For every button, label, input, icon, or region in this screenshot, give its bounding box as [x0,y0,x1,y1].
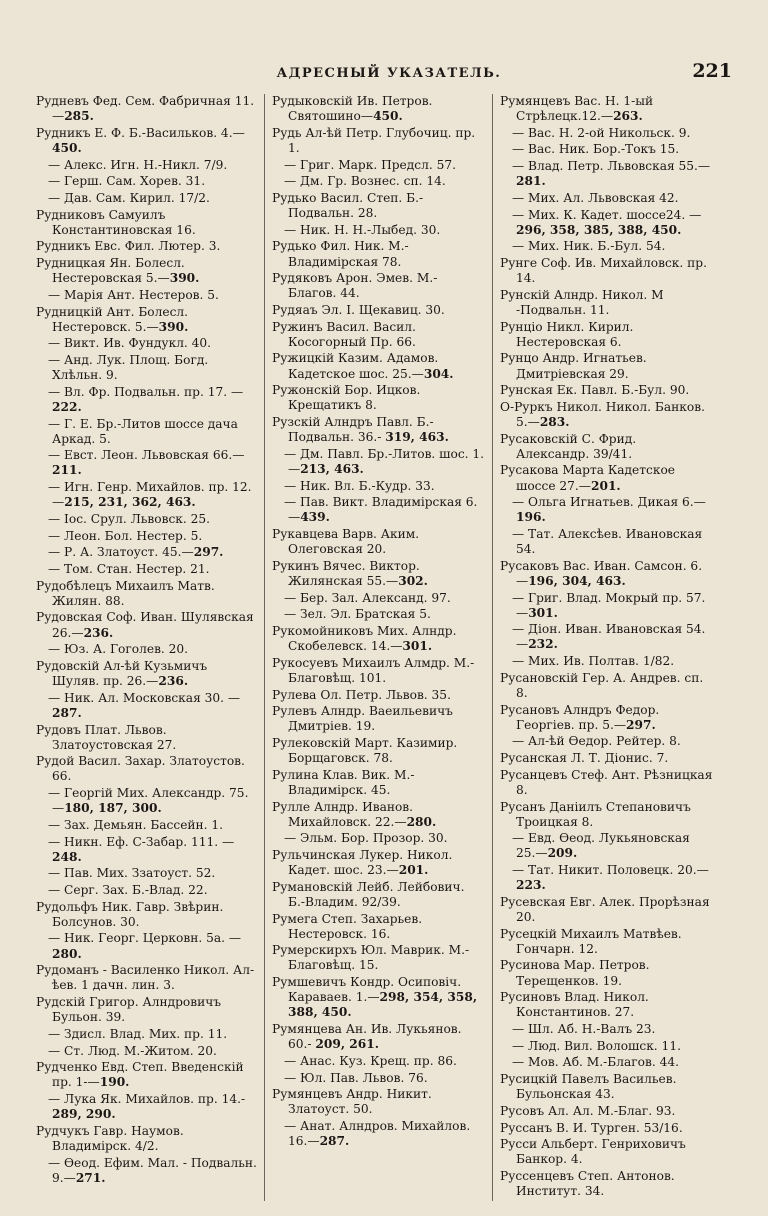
entry-text: Ружинъ Васил. Васил. Косогорный Пр. 66. [272,319,416,349]
directory-entry [500,703,713,733]
entry-reference-numbers: 248. [52,849,82,864]
sub-entry [36,818,257,833]
entry-reference-numbers: 209. [547,846,578,861]
sub-entry [500,863,713,893]
entry-text: Русецкій Михаилъ Матвѣев. Гончарн. 12. [500,926,682,956]
entry-text: Рулле Алндр. Иванов. Михайловск. 22.— [272,799,414,829]
entry-text: Рунцо Андр. Игнатьев. Дмитріевская 29. [500,351,647,381]
entry-text: Русановскій Гер. А. Андрев. сп. 8. [500,670,704,700]
entry-text: — Вл. Фр. Подвальн. пр. 17. — [48,384,244,399]
directory-entry [500,383,713,398]
entry-text: Руссенцевъ Степ. Антонов. Институт. 34. [500,1169,675,1199]
directory-entry [500,768,713,798]
entry-text: Румянцевъ Андр. Никит. Златоуст. 50. [272,1087,432,1117]
entry-text: — Вас. Ник. Бор.-Токъ 15. [512,142,680,157]
sub-entry [500,527,713,557]
entry-text: Русанцевъ Стеф. Ант. Рѣзницкая 8. [500,767,713,797]
entry-text: Румановскій Лейб. Лейбович. Б.-Владим. 92/39. [272,879,465,909]
entry-reference-numbers: 236. [83,625,114,640]
entry-reference-numbers: 285. [64,109,94,124]
entry-reference-numbers: 196, 304, 463. [528,573,626,588]
directory-entry [36,723,257,753]
entry-text: — Г. Е. Бр.-Литов шоссе дача Аркад. 5. [48,416,238,446]
directory-entry [272,688,485,703]
entry-text: Рулева Ол. Петр. Львов. 35. [272,687,451,702]
directory-entry [272,736,485,766]
sub-entry [36,642,257,657]
directory-entry [500,990,713,1020]
entry-text: — Здисл. Влад. Мих. пр. 11. [48,1026,228,1041]
entry-text: — Мих. К. Кадет. шоссе24. — [512,207,702,222]
entry-text: — Ст. Люд. М.-Житом. 20. [48,1043,217,1058]
entry-text: — Вас. Н. 2-ой Никольск. 9. [512,125,691,140]
sub-entry [36,417,257,447]
entry-text: — Ник. Ал. Московская 30. — [48,690,241,705]
entry-reference-numbers: 213, 463. [300,461,364,476]
sub-entry [272,495,485,525]
entry-text: Рудневъ Фед. Сем. Фабричная 11.— [36,94,255,124]
entry-reference-numbers: 289, 290. [52,1107,116,1122]
entry-text: Русицкій Павелъ Васильев. Бульонская 43. [500,1072,677,1102]
entry-text: — Люд. Вил. Волошск. 11. [512,1038,681,1053]
entry-text: Рудь Ал-ѣй Петр. Глубочиц. пр. 1. [272,125,476,155]
directory-entry [500,94,713,124]
directory-entry [500,1104,713,1119]
directory-entry [500,1072,713,1102]
directory-entry [272,880,485,910]
sub-entry [36,883,257,898]
entry-reference-numbers: 297. [193,545,224,560]
sub-entry [36,545,257,560]
entry-text: Русаковскій С. Фрид. Александр. 39/41. [500,431,637,461]
entry-text: Рудовскій Ал-ѣй Кузьмичъ Шуляв. пр. 26.— [36,658,208,689]
directory-entry [36,579,257,609]
entry-reference-numbers: 319, 463. [385,430,449,445]
directory-entry [272,559,485,589]
entry-reference-numbers: 283. [539,415,570,429]
entry-text: Рудько Васил. Степ. Б.-Подвальн. 28. [272,190,424,221]
column-2 [264,94,492,1201]
sub-entry [36,353,257,383]
entry-text: Рудницкій Ант. Болесл. Нестеровск. 5.— [36,304,189,334]
sub-entry [272,223,485,238]
sub-entry [500,654,713,669]
directory-entry [36,1124,257,1154]
entry-reference-numbers: 301. [528,605,558,620]
sub-entry [500,622,713,652]
entry-reference-numbers: 301. [402,639,433,654]
entry-reference-numbers: 209, 261. [315,1037,379,1052]
directory-entry [500,463,713,493]
entry-text: — Діон. Иван. Ивановская 54.— [512,622,706,652]
entry-reference-numbers: 271. [75,1170,106,1185]
entry-text: — Анд. Лук. Площ. Богд. Хлѣльн. 9. [48,353,209,383]
entry-text: Рудоманъ - Василенко Никол. Ал-ѣев. 1 дачн. лин. 3. [36,963,255,993]
directory-entry [272,768,485,798]
directory-entry [36,900,257,930]
sub-entry [500,734,713,749]
sub-entry [36,1044,257,1059]
entry-reference-numbers: 297. [626,717,656,732]
entry-reference-numbers: 280. [406,814,437,829]
sub-entry [36,529,257,544]
directory-entry [500,927,713,957]
directory-entry [272,848,485,878]
sub-entry [500,208,713,238]
entry-text: — Никн. Еф. С-Забар. 111. — [48,834,235,849]
entry-text: Румерскирхъ Юл. Маврик. М.-Благовѣщ. 15. [272,943,470,973]
entry-reference-numbers: 287. [319,1134,350,1149]
sub-entry [36,1156,257,1186]
directory-entry [500,559,713,589]
entry-reference-numbers: 390. [158,319,189,334]
sub-entry [36,691,257,721]
entry-text: Русевская Евг. Алек. Прорѣзная 20. [500,894,710,924]
entry-text: Рулина Клав. Вик. М.-Владимірск. 45. [272,767,415,797]
entry-reference-numbers: 296, 358, 385, 388, 450. [516,222,682,237]
sub-entry [36,866,257,881]
directory-entry [500,432,713,462]
directory-entry [272,271,485,301]
entry-reference-numbers: 304. [423,366,454,381]
sub-entry [36,174,257,189]
entry-text: — Ник. Георг. Церковн. 5а. — [48,931,242,946]
directory-entry [500,1121,713,1136]
sub-entry [500,126,713,141]
entry-reference-numbers: 302. [398,573,428,588]
directory-entry [500,400,713,430]
entry-reference-numbers: 236. [158,674,189,689]
directory-entry [36,126,257,156]
directory-entry [272,94,485,124]
entry-text: — Ник. Н. Н.-Лыбед. 30. [284,222,441,237]
sub-entry [36,786,257,816]
sub-entry [500,831,713,861]
sub-entry [36,288,257,303]
entry-text: Рудниковъ Самуилъ Константиновская 16. [36,207,196,237]
sub-entry [36,835,257,865]
sub-entry [500,142,713,157]
entry-text: — Герш. Сам. Хорев. 31. [48,174,206,189]
entry-text: Русакова Марта Кадетское шоссе 27.— [500,463,675,493]
sub-entry [500,191,713,206]
entry-text: Румянцевъ Вас. Н. 1-ый Стрѣлецк.12.— [500,94,654,124]
entry-text: — Ал-ѣй Ѳедор. Рейтер. 8. [512,734,681,749]
entry-reference-numbers: 281. [516,174,546,189]
entry-text: Рулевъ Алндр. Ваеильевичъ Дмитріев. 19. [272,704,453,734]
sub-entry [36,512,257,527]
entry-reference-numbers: 287. [52,705,82,720]
directory-entry [272,943,485,973]
directory-entry [272,624,485,654]
sub-entry [36,1092,257,1122]
directory-entry [36,94,257,124]
entry-text: — Григ. Марк. Предсл. 57. [284,157,456,172]
entry-text: — Леон. Бол. Нестер. 5. [48,528,203,543]
entry-text: Рудницкая Ян. Болесл. Нестеровская 5.— [36,256,185,286]
sub-entry [36,448,257,478]
page-number: 221 [692,60,732,82]
sub-entry [36,385,257,415]
directory-entry [272,351,485,381]
entry-reference-numbers: 223. [516,878,546,893]
entry-reference-numbers: 280. [52,946,82,961]
entry-text: Рукинъ Вячес. Виктор. Жилянская 55.— [272,558,420,588]
entry-text: Руссанъ В. И. Турген. 53/16. [500,1120,683,1135]
entry-reference-numbers: 263. [613,109,643,124]
entry-reference-numbers: 190. [99,1075,130,1090]
entry-text: — Эльм. Бор. Прозор. 30. [284,831,448,846]
entry-reference-numbers: 211. [52,463,82,478]
sub-entry [272,1071,485,1086]
entry-text: Рудой Васил. Захар. Златоустов. 66. [36,754,245,784]
entry-text: — Ольга Игнатьев. Дикая 6.— [512,495,706,510]
entry-text: Русаковъ Вас. Иван. Самсон. 6.— [500,558,703,588]
directory-entry [36,754,257,784]
sub-entry [272,1054,485,1069]
entry-text: Рудникъ Е. Ф. Б.-Васильков. 4.— [36,125,245,140]
column-3 [492,94,720,1201]
sub-entry [272,1119,485,1149]
entry-text: Рунская Ек. Павл. Б.-Бул. 90. [500,383,690,398]
column-1 [36,94,264,1201]
directory-entry [272,383,485,413]
entry-text: Рукомойниковъ Мих. Алндр. Скобелевск. 14.— [272,623,457,654]
entry-text: — Евст. Леон. Львовская 66.— [48,448,245,463]
entry-text: Рукавцева Варв. Аким. Олеговская 20. [272,527,420,557]
entry-text: — Анат. Алндров. Михайлов. 16.— [284,1118,471,1149]
directory-entry [36,1060,257,1090]
directory-entry [36,256,257,286]
directory-entry [36,610,257,640]
entry-text: Рудникъ Евс. Фил. Лютер. 3. [36,239,221,254]
entry-reference-numbers: 450. [373,109,403,124]
entry-reference-numbers: 439. [300,510,330,525]
entry-text: — Юз. А. Гоголев. 20. [48,642,189,657]
entry-text: — Тат. Алексѣев. Ивановская 54. [512,527,703,557]
directory-entry [36,239,257,254]
sub-entry [500,1022,713,1037]
entry-text: — Марія Ант. Нестеров. 5. [48,287,219,302]
entry-text: Рудовская Соф. Иван. Шулявская 26.— [36,610,254,640]
entry-text: Русиновъ Влад. Никол. Константинов. 27. [500,990,649,1020]
sub-entry [500,159,713,189]
entry-text: Русинова Мар. Петров. Терещенков. 19. [500,958,650,988]
entry-text: Румшевичъ Кондр. Осиповіч. Караваев. 1.— [272,975,462,1005]
entry-text: Русановъ Алндръ Федор. Георгіев. пр. 5.— [500,702,660,732]
directory-entry [500,895,713,925]
entry-text: Румянцева Ан. Ив. Лукьянов. 60.- [272,1022,462,1052]
entry-text: — Ник. Вл. Б.-Кудр. 33. [284,478,435,493]
directory-entry [500,288,713,318]
entry-text: Рудяаъ Эл. І. Щекавиц. 30. [272,302,445,317]
entry-reference-numbers: 232. [528,637,558,652]
entry-reference-numbers: 390. [169,271,200,286]
entry-text: — Ѳеод. Ефим. Мал. - Подвальн. 9.— [48,1155,257,1185]
directory-entry [272,239,485,269]
directory-entry [500,256,713,286]
directory-entry [500,1169,713,1199]
entry-text: — Тат. Никит. Половецк. 20.— [512,863,709,878]
entry-text: — Том. Стан. Нестер. 21. [48,562,210,576]
entry-text: Рудченко Евд. Степ. Введенскій пр. 1-— [36,1060,244,1090]
entry-text: Русси Альберт. Генриховичъ Банкор. 4. [500,1137,686,1167]
entry-text: — Григ. Влад. Мокрый пр. 57.— [512,590,706,620]
sub-entry [500,1055,713,1070]
sub-entry [500,591,713,621]
entry-text: Рудскій Григор. Алндровичъ Бульон. 39. [36,995,222,1025]
entry-text: — Евд. Ѳеод. Лукьяновская 25.— [512,831,690,861]
directory-entry [272,912,485,942]
entry-text: Рудовъ Плат. Львов. Златоустовская 27. [36,722,177,752]
directory-entry [36,995,257,1025]
sub-entry [272,831,485,846]
directory-entry [272,527,485,557]
entry-text: Рукосуевъ Михаилъ Алмдр. М.-Благовѣщ. 101. [272,655,475,685]
entry-text: — Пав. Викт. Владимірская 6.— [284,495,478,525]
directory-entry [500,320,713,350]
directory-entry [272,1022,485,1052]
sub-entry [500,239,713,254]
entry-text: — Влад. Петр. Львовская 55.— [512,159,711,174]
entry-text: — Дм. Гр. Вознес. сп. 14. [284,174,446,189]
entry-text: — Р. А. Златоуст. 45.— [48,545,194,560]
entry-text: — Дм. Павл. Бр.-Литов. шос. 1.— [284,446,485,476]
entry-reference-numbers: 196. [516,510,546,525]
directory-entry [272,126,485,156]
columns [36,94,742,1201]
entry-reference-numbers: 201. [590,478,621,493]
entry-text: — Мих. Ал. Львовская 42. [512,190,679,205]
directory-entry [36,659,257,689]
directory-entry [500,958,713,988]
entry-reference-numbers: 450. [52,140,82,155]
sub-entry [272,447,485,477]
sub-entry [36,931,257,961]
entry-text: — Пав. Мих. Ззатоуст. 52. [48,866,216,881]
entry-text: Рунскій Алндр. Никол. М -Подвальн. 11. [500,287,664,317]
entry-text: — Мих. Ив. Полтав. 1/82. [512,654,675,669]
directory-entry [500,671,713,701]
running-title: АДРЕСНЫЙ УКАЗАТЕЛЬ. [276,66,502,81]
entry-text: Ружонскій Бор. Ицков. Крещатикъ 8. [272,383,421,413]
directory-entry [272,320,485,350]
sub-entry [36,480,257,510]
entry-text: — Зах. Демьян. Бассейн. 1. [48,817,224,832]
sub-entry [272,591,485,606]
entry-reference-numbers: 222. [52,399,82,414]
directory-entry [500,751,713,766]
entry-text: — Лука Як. Михайлов. пр. 14.- [48,1091,246,1106]
entry-text: — Серг. Зах. Б.-Влад. 22. [48,883,208,897]
sub-entry [272,479,485,494]
entry-text: Рудько Фил. Ник. М.-Владимірская 78. [272,239,409,269]
entry-text: Рульчинская Лукер. Никол. Кадет. шос. 23.— [272,848,453,878]
sub-entry [272,607,485,622]
entry-text: — Викт. Ив. Фундукл. 40. [48,336,212,351]
entry-text: — Алекс. Игн. Н.-Никл. 7/9. [48,157,228,172]
entry-reference-numbers: 201. [398,863,429,878]
directory-entry [36,208,257,238]
directory-entry [272,704,485,734]
directory-entry [272,800,485,830]
entry-text: Рудобѣлецъ Михаилъ Матв. Жилян. 88. [36,578,215,608]
entry-reference-numbers: 215, 231, 362, 463. [64,495,196,510]
directory-entry [272,656,485,686]
directory-entry [500,800,713,830]
entry-text: — Юл. Пав. Львов. 76. [284,1070,428,1085]
entry-text: Рудыковскій Ив. Петров. Святошино— [272,94,433,124]
directory-entry [36,305,257,335]
sub-entry [36,191,257,206]
sub-entry [272,174,485,189]
directory-entry [272,191,485,221]
directory-entry [272,975,485,1020]
directory-entry [272,415,485,445]
directory-entry [500,1137,713,1167]
entry-text: — Дав. Сам. Кирил. 17/2. [48,190,210,205]
directory-entry [272,303,485,318]
sub-entry [500,495,713,525]
entry-text: Рунге Соф. Ив. Михайловск. пр. 14. [500,256,707,286]
entry-text: Русовъ Ал. Ал. М.-Благ. 93. [500,1103,676,1118]
entry-text: — Шл. Аб. Н.-Валъ 23. [512,1022,656,1037]
entry-text: Рунціо Никл. Кирил. Нестеровская 6. [500,319,634,349]
sub-entry [272,158,485,173]
entry-text: Русанъ Даніилъ Степановичъ Троицкая 8. [500,799,691,829]
entry-text: О-Руркъ Никол. Никол. Банков. 5.— [500,399,705,429]
entry-text: Рузскій Алндръ Павл. Б.-Подвальн. 36.- [272,415,434,445]
entry-text: Рулековскій Март. Казимир. Борщаговск. 78. [272,736,458,766]
directory-entry [36,963,257,993]
sub-entry [36,562,257,577]
entry-text: Румега Степ. Захарьев. Нестеровск. 16. [272,911,423,941]
entry-reference-numbers: 298, 354, 358, 388, 450. [288,990,478,1020]
entry-text: — Анас. Куз. Крещ. пр. 86. [284,1053,457,1068]
entry-text: — Игн. Генр. Михайлов. пр. 12.— [48,480,252,510]
entry-text: — Мов. Аб. М.-Благов. 44. [512,1055,679,1070]
entry-text: — Іос. Срул. Львовск. 25. [48,511,211,526]
entry-text: Рудольфъ Ник. Гавр. Звѣрин. Болсунов. 30. [36,899,224,929]
sub-entry [36,336,257,351]
entry-text: Ружицкій Казим. Адамов. Кадетское шос. 25.— [272,351,439,381]
directory-entry [500,351,713,381]
entry-reference-numbers: 180, 187, 300. [64,801,162,816]
entry-text: — Зел. Эл. Братская 5. [284,607,431,622]
sub-entry [500,1039,713,1054]
entry-text: Рудчукъ Гавр. Наумов. Владимірск. 4/2. [36,1123,184,1153]
entry-text: — Бер. Зал. Александ. 97. [284,590,451,605]
entry-text: Русанская Л. Т. Діонис. 7. [500,751,669,766]
page-header [36,52,742,88]
directory-entry [272,1087,485,1117]
entry-text: — Мих. Ник. Б.-Бул. 54. [512,239,666,254]
sub-entry [36,1027,257,1042]
sub-entry [36,158,257,173]
entry-text: — Георгій Мих. Александр. 75.— [48,786,249,816]
entry-text: Рудяковъ Арон. Эмев. М.-Благов. 44. [272,271,438,301]
